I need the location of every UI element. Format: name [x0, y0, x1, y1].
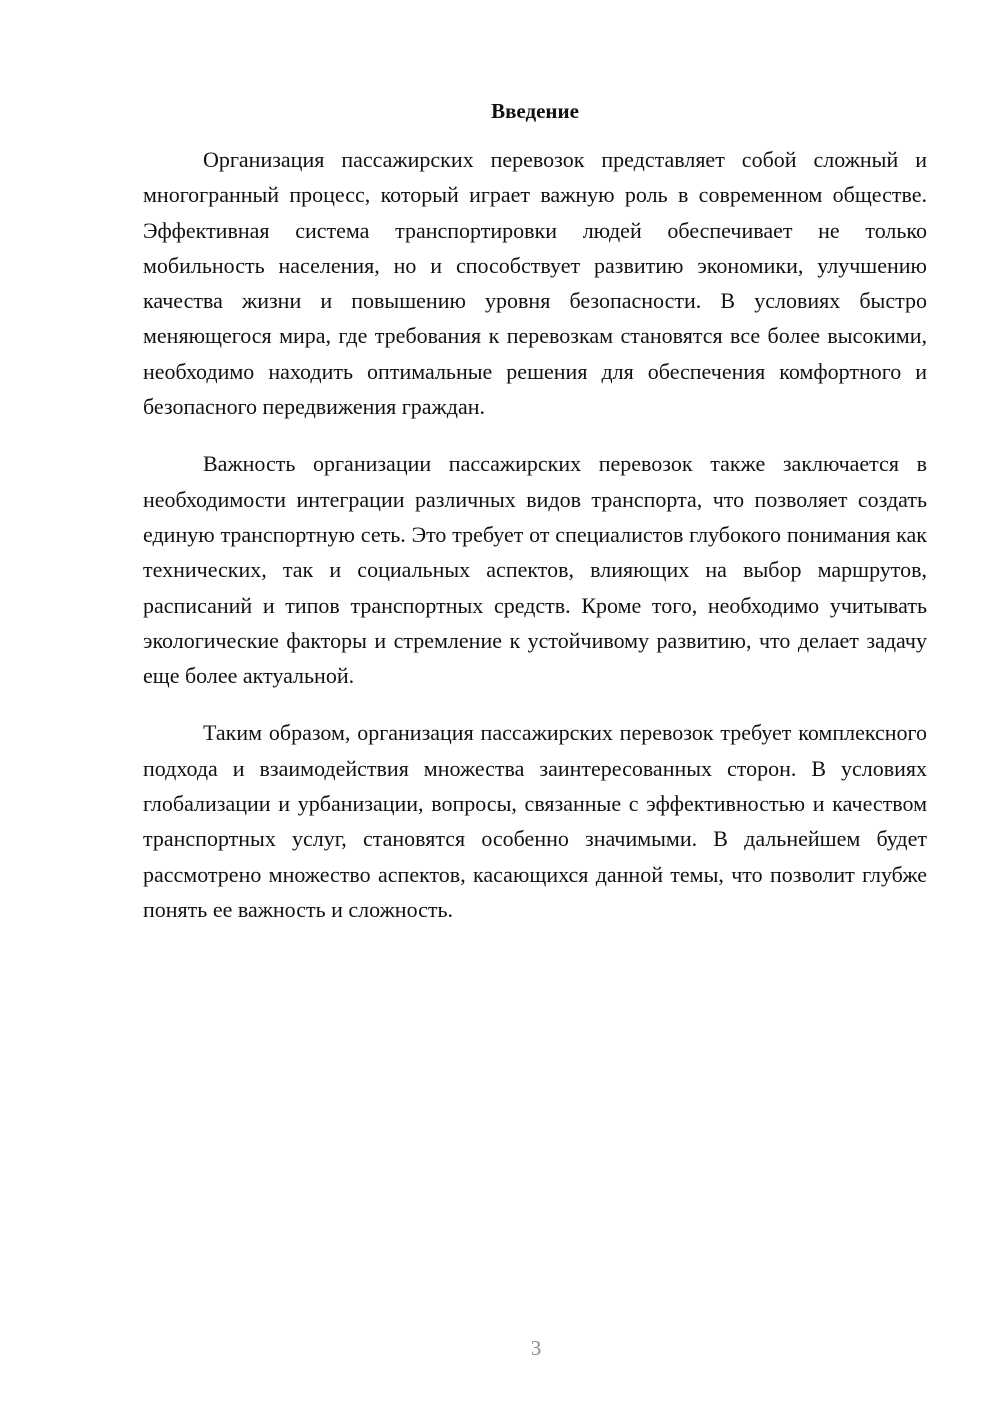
paragraph-2: Важность организации пассажирских перевозок также заключается в необходимости интеграции различных видов транспорта, что позволяет создать единую транспортную сеть. Это требует от специалистов глубокого понимания как технических, так и социальных аспектов, влияющих на выбор маршрутов, расписаний и типов транспортных средств. Кроме того, необходимо учитывать экологические факторы и стремление к устойчивому развитию, что делает задачу еще более актуальной.: [143, 451, 927, 689]
page-number: 3: [530, 1336, 542, 1360]
paragraph-1: Организация пассажирских перевозок представляет собой сложный и многогранный процесс, который играет важную роль в современном обществе. Эффективная система транспортировки людей обеспечивает не только мобильность населения, но и способствует развитию экономики, улучшению качества жизни и повышению уровня безопасности. В условиях быстро меняющегося мира, где требования к перевозкам становятся все более высокими, необходимо находить оптимальные решения для обеспечения комфортного и безопасного передвижения граждан.: [143, 147, 927, 420]
body-text: [143, 142, 927, 949]
section-heading: Введение: [491, 99, 579, 123]
paragraph-3: Таким образом, организация пассажирских перевозок требует комплексного подхода и взаимодействия множества заинтересованных сторон. В условиях глобализации и урбанизации, вопросы, связанные с эффективностью и качеством транспортных услуг, становятся особенно значимыми. В дальнейшем будет рассмотрено множество аспектов, касающихся данной темы, что позволит глубже понять ее важность и сложность.: [143, 720, 927, 922]
